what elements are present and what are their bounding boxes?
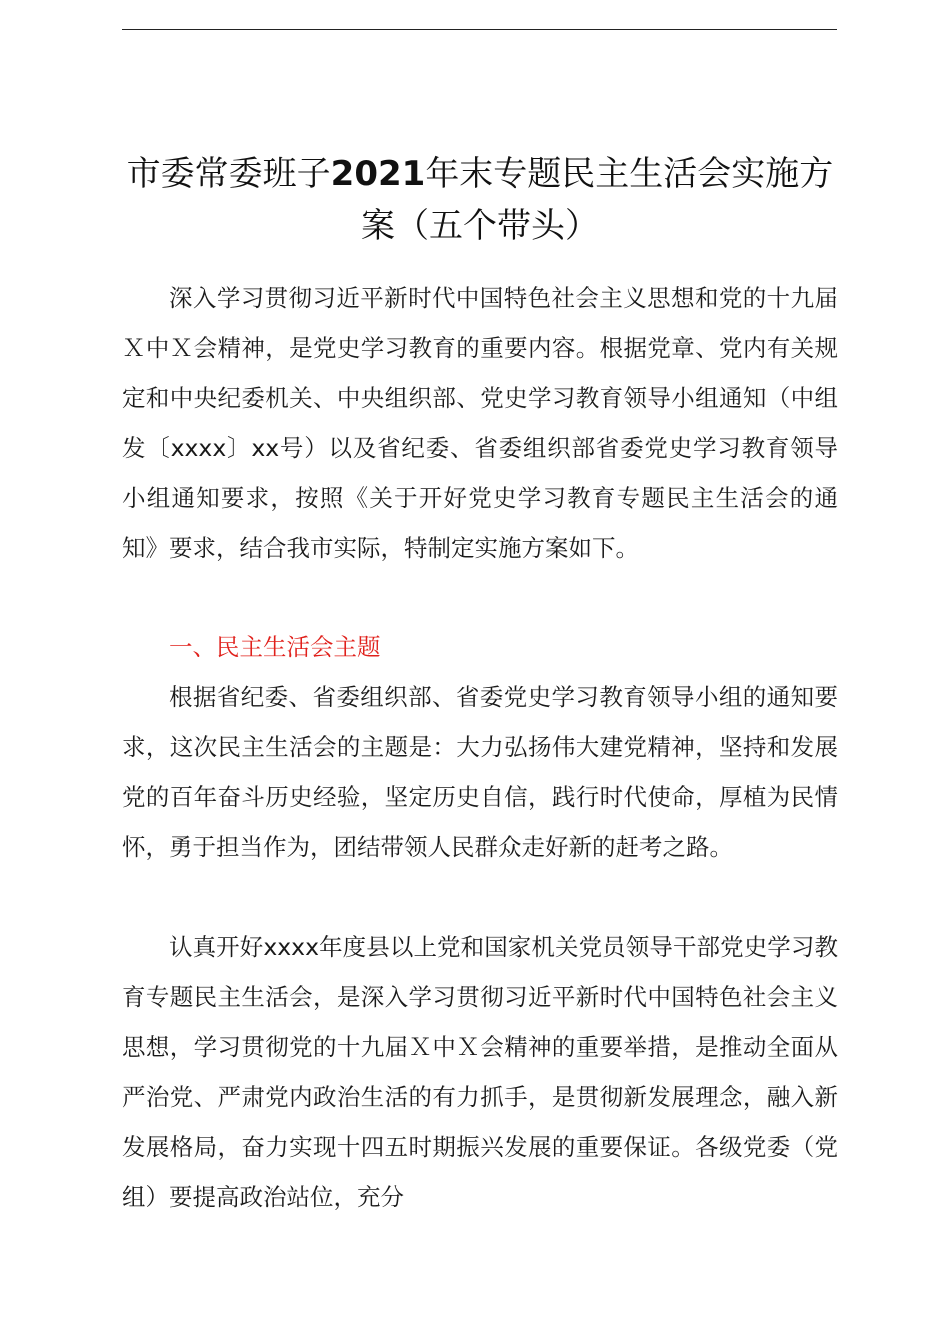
paragraph-significance: 认真开好xxxx年度县以上党和国家机关党员领导干部党史学习教育专题民主生活会，是深入学习贯彻习近平新时代中国特色社会主义思想，学习贯彻党的十九届Ｘ中Ｘ会精神的重要举措，是推动全面从严治党、严肃党内政治生活的有力抓手，是贯彻新发展理念，融入新发展格局，奋力实现十四五时期振兴发展的重要保证。各级党委（党组）要提高政治站位，充分 — [122, 933, 838, 1211]
section-heading-theme: 一、民主生活会主题 — [169, 633, 381, 661]
title-year: 2021 — [330, 154, 426, 194]
paragraph-theme: 根据省纪委、省委组织部、省委党史学习教育领导小组的通知要求，这次民主生活会的主题是：大力弘扬伟大建党精神，坚持和发展党的百年奋斗历史经验，坚定历史自信，践行时代使命，厚植为民情怀，勇于担当作为，团结带领人民群众走好新的赶考之路。 — [122, 683, 838, 861]
title-part-2: 年末专题民主生活会实施方案（五个带头） — [361, 154, 834, 246]
paragraph-intro: 深入学习贯彻习近平新时代中国特色社会主义思想和党的十九届Ｘ中Ｘ会精神，是党史学习教育的重要内容。根据党章、党内有关规定和中央纪委机关、中央组织部、党史学习教育领导小组通知（中组发〔xxxx〕xx号）以及省纪委、省委组织部省委党史学习教育领导小组通知要求，按照《关于开好党史学习教育专题民主生活会的通知》要求，结合我市实际，特制定实施方案如下。 — [122, 284, 838, 562]
title-part-1: 市委常委班子 — [126, 154, 331, 194]
document-title — [110, 148, 850, 252]
header-rule — [122, 29, 837, 30]
